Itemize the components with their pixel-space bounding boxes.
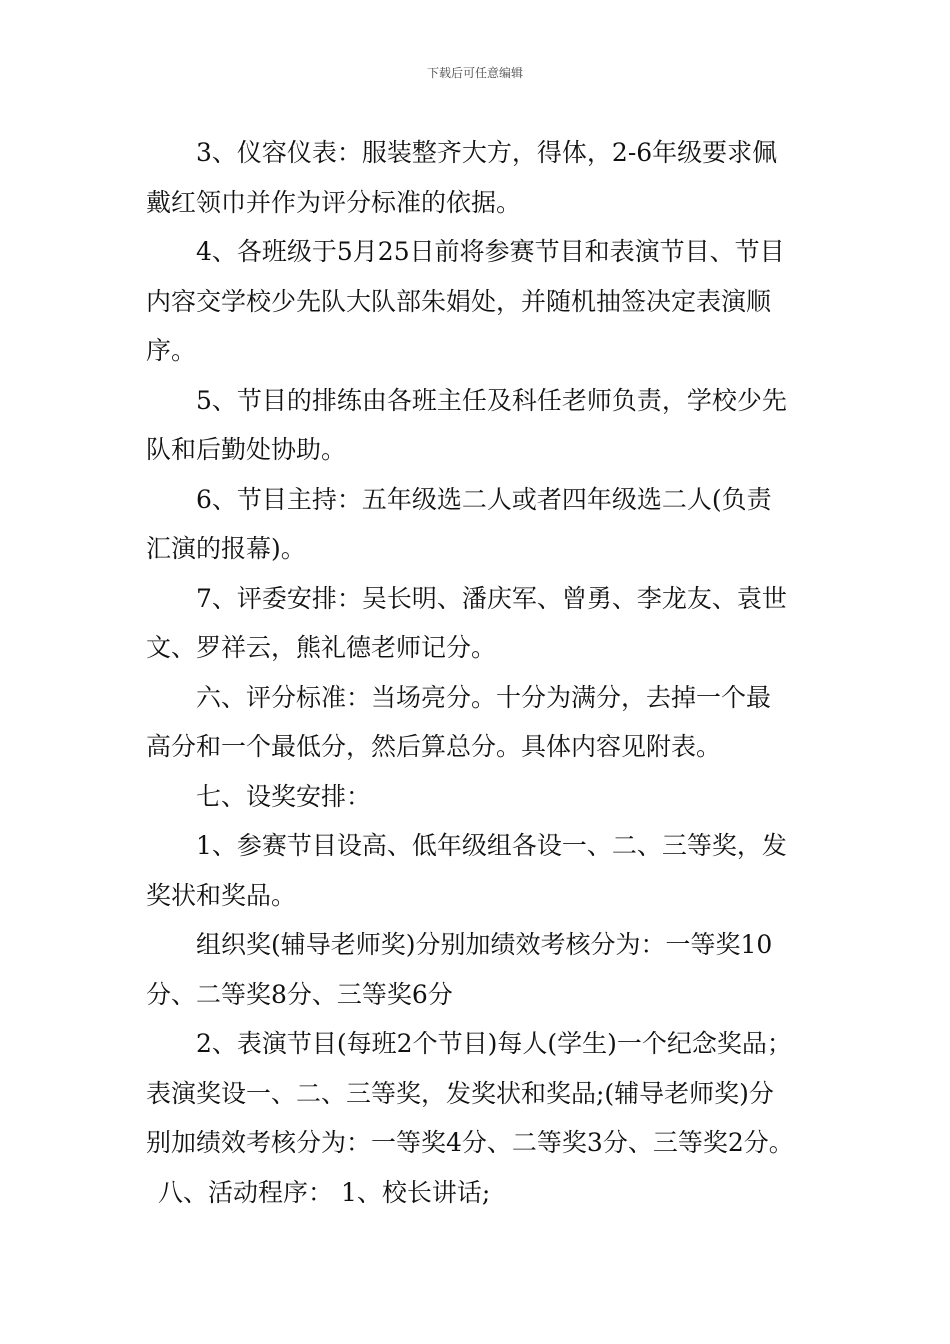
text-line: 4、各班级于5月25日前将参赛节目和表演节目、节目 [196, 237, 785, 266]
text-line: 六、评分标准：当场亮分。十分为满分，去掉一个最 [196, 682, 772, 712]
paragraph-organization-award [146, 920, 826, 1019]
text-line: 1、参赛节目设高、低年级组各设一、二、三等奖，发 [196, 831, 787, 860]
text-line: 组织奖(辅导老师奖)分别加绩效考核分为：一等奖10 [196, 930, 773, 959]
text-line: 戴红领巾并作为评分标准的依据。 [146, 187, 522, 217]
text-line: 文、罗祥云，熊礼德老师记分。 [146, 633, 497, 662]
paragraph-host [146, 475, 826, 574]
text-line: 内容交学校少先队大队部朱娟处，并随机抽签决定表演顺 [146, 286, 772, 316]
text-line: 七、设奖安排： [196, 781, 372, 811]
text-line: 汇演的报幕)。 [146, 534, 306, 563]
paragraph-submission [146, 227, 826, 376]
text-line: 奖状和奖品。 [146, 880, 297, 910]
text-line: 别加绩效考核分为：一等奖4分、二等奖3分、三等奖2分。 [146, 1128, 794, 1157]
text-line: 3、仪容仪表：服装整齐大方，得体，2-6年级要求佩 [196, 138, 778, 167]
section-heading-awards [146, 772, 826, 822]
text-line: 分、二等奖8分、三等奖6分 [146, 979, 453, 1009]
paragraph-performance-awards [146, 1019, 826, 1168]
page-header-note: 下载后可任意编辑 [426, 66, 523, 80]
paragraph-procedure [146, 1168, 826, 1218]
text-line: 队和后勤处协助。 [146, 435, 347, 464]
paragraph-judges [146, 574, 826, 673]
paragraph-appearance [146, 128, 826, 227]
text-line: 序。 [146, 336, 197, 365]
text-line: 表演奖设一、二、三等奖，发奖状和奖品;(辅导老师奖)分 [146, 1078, 774, 1108]
text-line: 7、评委安排：吴长明、潘庆军、曾勇、李龙友、袁世 [196, 583, 787, 613]
paragraph-competition-awards [146, 821, 826, 920]
paragraph-rehearsal [146, 376, 826, 475]
text-line: 2、表演节目(每班2个节目)每人(学生)一个纪念奖品； [196, 1029, 792, 1058]
paragraph-scoring-standard [146, 673, 826, 772]
text-line: 八、活动程序： 1、校长讲话; [158, 1177, 491, 1207]
text-line: 6、节目主持：五年级选二人或者四年级选二人(负责 [196, 484, 772, 514]
text-line: 5、节目的排练由各班主任及科任老师负责，学校少先 [196, 385, 787, 415]
document-body [146, 128, 826, 1217]
text-line: 高分和一个最低分，然后算总分。具体内容见附表。 [146, 732, 722, 761]
